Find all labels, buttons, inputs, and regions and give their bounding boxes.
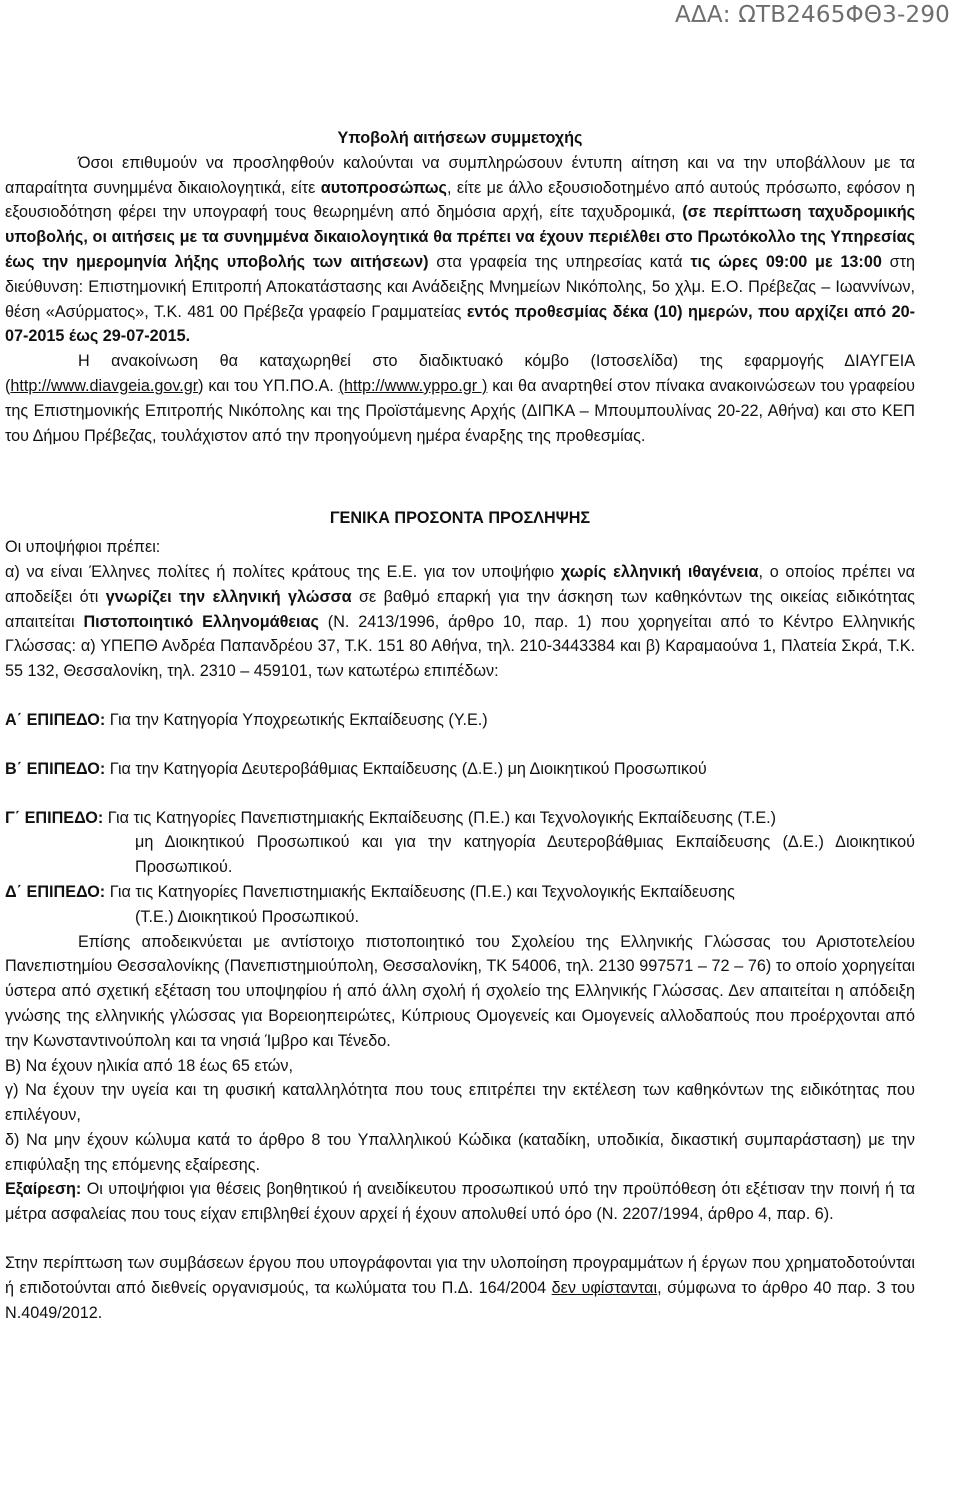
text-run: σε βαθμό επαρκή για την άσκηση των καθηκόντων της οικείας ειδικότητας απαιτείται xyxy=(5,587,915,631)
level-d xyxy=(5,880,915,905)
requirement-a xyxy=(5,560,915,684)
level-a-label: Α΄ ΕΠΙΠΕΔΟ: xyxy=(5,710,106,729)
text-run: στη διεύθυνση: Επιστημονική Επιτροπή Αποκατάστασης και Ανάδειξης Μνημείων Νικόπολης, 5ο χλμ. Ε.Ο. Πρέβεζας – Ιωαννίνων, θέση «Ασύρματος», Τ.Κ. 481 00 Πρέβεζα γραφείο Γραμματείας xyxy=(5,252,916,321)
text-run: Όσοι επιθυμούν να προσληφθούν καλούνται να συμπληρώσουν έντυπη αίτηση και να την υποβάλλουν με τα απαραίτητα συνημμένα δικαιολογητικά, είτε xyxy=(5,153,915,197)
text-run: , σύμφωνα το άρθρο 40 παρ. 3 του Ν.4049/2012. xyxy=(5,1278,915,1322)
text-run: , είτε με άλλο εξουσιοδοτημένο από αυτούς πρόσωπο, εφόσον η εξουσιοδότηση φέρει την υπογραφή τους θεωρημένη από δημόσια αρχή, είτε ταχυδρομικά, xyxy=(5,178,915,222)
text-run: (Ν. 2413/1996, άρθρο 10, παρ. 1) που χορηγείται από το Κέντρο Ελληνικής Γλώσσας: α) ΥΠΕΠΘ Ανδρέα Παπανδρέου 37, Τ.Κ. 151 80 Αθήνα, τηλ. 210-3443384 και β) Καραμαούνα 1, Πλατεία Σκρά, Τ.Κ. 55 132, Θεσσαλονίκη, τηλ. 2310 – 459101, των κατωτέρω επιπέδων: xyxy=(5,612,915,681)
level-c-text: Για τις Κατηγορίες Πανεπιστημιακής Εκπαίδευσης (Π.Ε.) και Τεχνολογικής Εκπαίδευσης (Τ.Ε.) xyxy=(107,808,777,827)
level-c-continuation: μη Διοικητικού Προσωπικού και για την κατηγορία Δευτεροβάθμιας Εκπαίδευσης (Δ.Ε.) Διοικητικού Προσωπικού. xyxy=(135,833,915,877)
text-run[interactable]: δεν υφίστανται xyxy=(551,1278,658,1297)
text-run[interactable]: http://www.diavgeia.gov.gr xyxy=(10,376,199,395)
requirement-b: Β) Να έχουν ηλικία από 18 έως 65 ετών, xyxy=(5,1056,293,1075)
level-d-continuation: (Τ.Ε.) Διοικητικού Προσωπικού. xyxy=(135,907,359,926)
text-run: αυτοπροσώπως xyxy=(320,178,447,197)
level-d-label: Δ΄ ΕΠΙΠΕΔΟ: xyxy=(5,882,106,901)
applications-paragraph-1 xyxy=(5,151,915,349)
final-paragraph xyxy=(5,1251,915,1325)
text-run: (σε περίπτωση ταχυδρομικής υποβολής, οι αιτήσεις με τα συνημμένα δικαιολογητικά θα πρέπει να έχουν περιέλθει στο Πρωτόκολλο της Υπηρεσίας έως την ημερομηνία λήξης υποβολής των αιτήσεων) xyxy=(5,203,915,271)
exception-paragraph xyxy=(5,1177,915,1227)
requirement-c: γ) Να έχουν την υγεία και τη φυσική καταλληλότητα που τους επιτρέπει την εκτέλεση των καθηκόντων της ειδικότητας που επιλέγουν, xyxy=(5,1081,915,1125)
level-d-text: Για τις Κατηγορίες Πανεπιστημιακής Εκπαίδευσης (Π.Ε.) και Τεχνολογικής Εκπαίδευσης xyxy=(109,882,735,901)
ada-watermark: ΑΔΑ: ΩΤΒ2465ΦΘ3-290 xyxy=(674,2,950,28)
text-run: , ο οποίος πρέπει να αποδείξει ότι xyxy=(5,562,915,606)
text-run: Στην περίπτωση των συμβάσεων έργου που υπογράφονται για την υλοποίηση προγραμμάτων ή έργων που χρηματοδοτούνται ή επιδοτούνται από διεθνείς οργανισμούς, τα κωλύματα του Π.Δ. 164/2004 xyxy=(5,1254,915,1297)
text-run[interactable]: (http://www.yppo.gr ) xyxy=(338,376,488,395)
text-run: χωρίς ελληνική ιθαγένεια xyxy=(560,562,759,581)
exception-text: Οι υποψήφιοι για θέσεις βοηθητικού ή ανειδίκευτου προσωπικού υπό την προϋπόθεση ότι εξέτισαν την ποινή ή τα μέτρα ασφαλείας που τους είχαν επιβληθεί έχουν αρχεί ή έχουν απολυθεί υπό όρο (Ν. 2207/1994, άρθρο 4, παρ. 6). xyxy=(5,1180,915,1224)
level-b-label: Β΄ ΕΠΙΠΕΔΟ: xyxy=(5,759,106,778)
text-run: Η ανακοίνωση θα καταχωρηθεί στο διαδικτυακό κόμβο (Ιστοσελίδα) της εφαρμογής ΔΙΑΥΓΕΙΑ ( xyxy=(5,352,915,395)
exception-label: Εξαίρεση: xyxy=(5,1180,82,1199)
requirement-d: δ) Να μην έχουν κώλυμα κατά το άρθρο 8 του Υπαλληλικού Κώδικα (καταδίκη, υποδικία, δικαστική συμπαράσταση) με την επιφύλαξη της επόμενης εξαίρεσης. xyxy=(5,1130,915,1174)
text-run: στα γραφεία της υπηρεσίας κατά xyxy=(428,252,691,271)
level-b-text: Για την Κατηγορία Δευτεροβάθμιας Εκπαίδευσης (Δ.Ε.) μη Διοικητικού Προσωπικού xyxy=(109,759,707,778)
text-run: Πιστοποιητικό Ελληνομάθειας xyxy=(83,612,319,631)
text-run: και θα αναρτηθεί στον πίνακα ανακοινώσεων του γραφείου της Επιστημονικής Επιτροπής Νικόπολης και της Προϊστάμενης Αρχής (ΔΙΠΚΑ – Μπουμπουλίνας 20-22, Αθήνα) και στο ΚΕΠ του Δήμου Πρέβεζας, τουλάχιστον από την προηγούμενη ημέρα έναρξης της προθεσμίας. xyxy=(5,376,915,445)
text-run: εντός προθεσμίας δέκα (10) ημερών, που αρχίζει από 20-07-2015 έως 29-07-2015. xyxy=(5,302,915,346)
text-run: ) και του ΥΠ.ΠΟ.Α. xyxy=(198,376,339,395)
document-body xyxy=(5,126,915,1325)
level-c xyxy=(5,806,915,831)
applications-title: Υποβολή αιτήσεων συμμετοχής xyxy=(337,129,583,147)
level-a-text: Για την Κατηγορία Υποχρεωτικής Εκπαίδευσης (Υ.Ε.) xyxy=(109,710,488,729)
text-run: α) να είναι Έλληνες πολίτες ή πολίτες κράτους της Ε.Ε. για τον υποψήφιο xyxy=(5,562,561,581)
applications-paragraph-2 xyxy=(5,349,915,448)
language-certificate-paragraph: Επίσης αποδεικνύεται με αντίστοιχο πιστοποιητικό του Σχολείου της Ελληνικής Γλώσσας του Αριστοτελείου Πανεπιστημίου Θεσσαλονίκης (Πανεπιστημιούπολη, Θεσσαλονίκη, ΤΚ 54006, τηλ. 2130 997571 – 72 – 76) το οποίο χορηγείται ύστερα από σχετική εξέταση του υποψηφίου ή από άλλη σχολή ή σχολείο της Ελληνικής Γλώσσας. Δεν απαιτείται η απόδειξη γνώσης της ελληνικής γλώσσας για Βορειοηπειρώτες, Κύπριους Ομογενείς και Ομογενείς αλλοδαπούς που προέρχονται από την Κωνσταντινούπολη και τα νησιά Ίμβρο και Τένεδο. xyxy=(5,932,915,1050)
level-b xyxy=(5,757,915,782)
text-run: τις ώρες 09:00 με 13:00 xyxy=(690,252,882,271)
level-a xyxy=(5,708,915,733)
candidates-intro: Οι υποψήφιοι πρέπει: xyxy=(5,538,161,557)
general-qualifications-title: ΓΕΝΙΚΑ ΠΡΟΣΟΝΤΑ ΠΡΟΣΛΗΨΗΣ xyxy=(329,509,591,528)
level-c-label: Γ΄ ΕΠΙΠΕΔΟ: xyxy=(5,808,104,827)
text-run: γνωρίζει την ελληνική γλώσσα xyxy=(105,587,352,606)
